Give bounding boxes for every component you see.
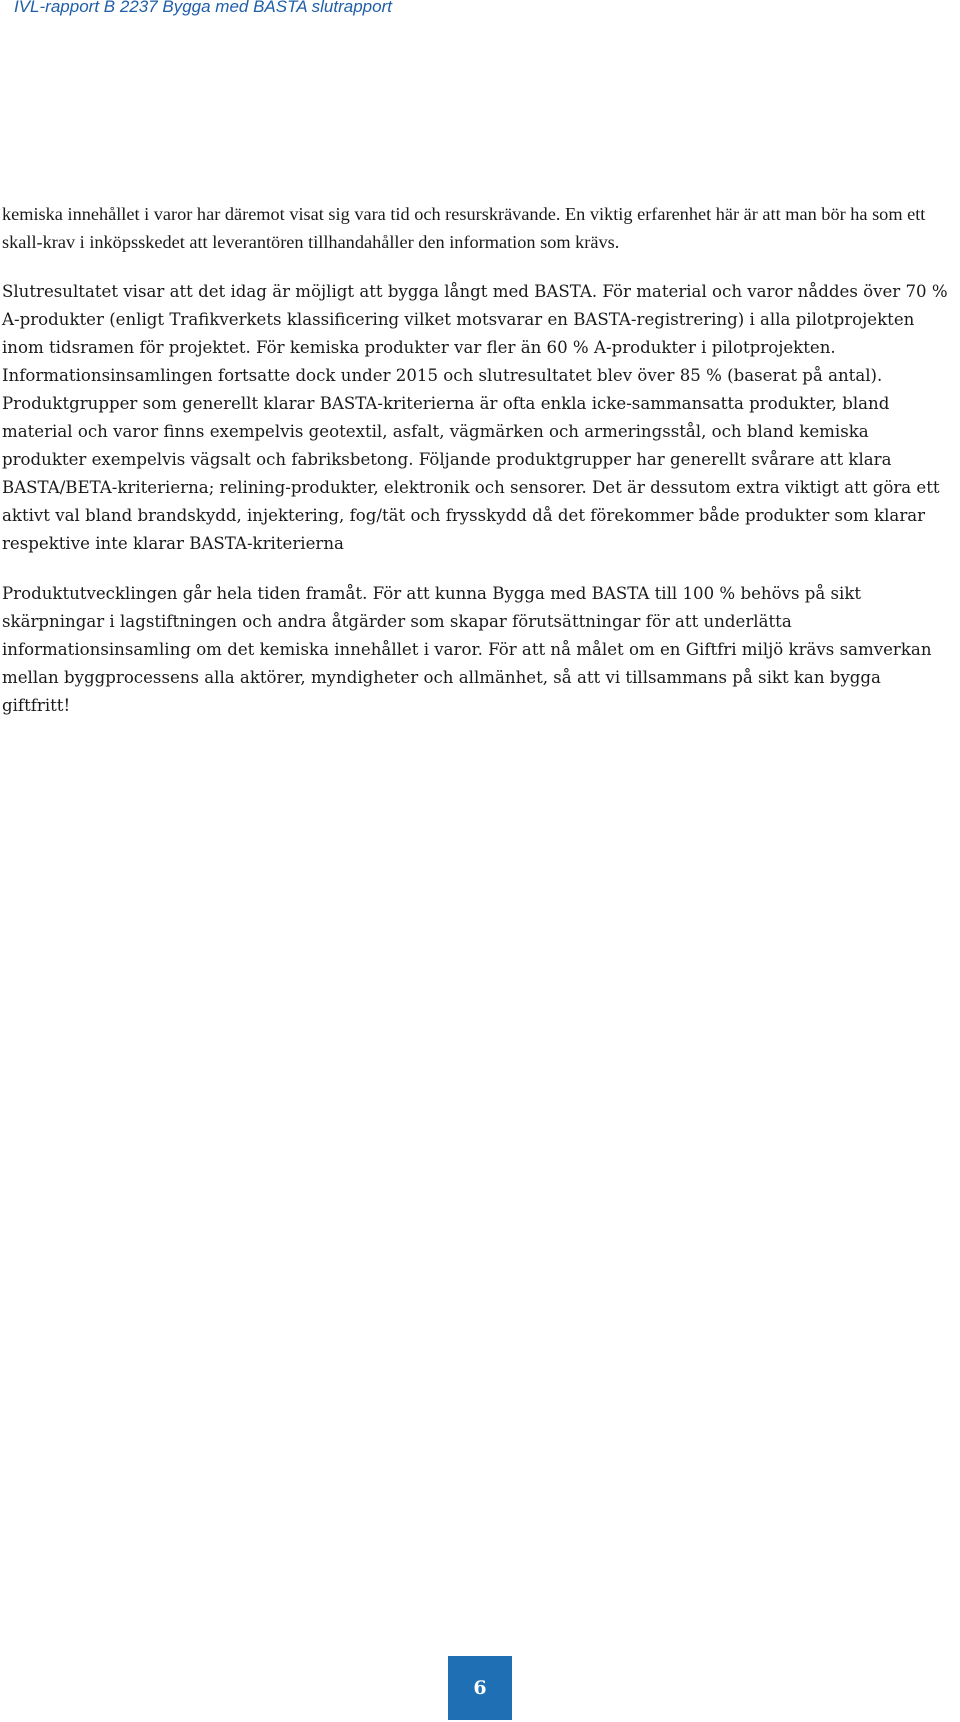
paragraph-spacer xyxy=(2,558,952,580)
paragraph-1: kemiska innehållet i varor har däremot visat sig vara tid och resurskrävande. En viktig erfarenhet här är att man bör ha som ett skall-krav i inköpsskedet att leverantören tillhandahåller den information som krävs. xyxy=(2,204,926,252)
page-number-badge: 6 xyxy=(448,1656,512,1720)
running-header: IVL-rapport B 2237 Bygga med BASTA slutrapport xyxy=(14,0,392,16)
paragraph-2: Slutresultatet visar att det idag är möjligt att bygga långt med BASTA. För material och varor nåddes över 70 % A-produkter (enligt Trafikverkets klassificering vilket motsvarar en BASTA-registrering) i alla pilotprojekten inom tidsramen för projektet. För kemiska produkter var fler än 60 % A-produkter i pilotprojekten. Informationsinsamlingen fortsatte dock under 2015 och slutresultatet blev över 85 % (baserat på antal). Produktgrupper som generellt klarar BASTA-kriterierna är ofta enkla icke-sammansatta produkter, bland material och varor finns exempelvis geotextil, asfalt, vägmärken och armeringsstål, och bland kemiska produkter exempelvis vägsalt och fabriksbetong. Följande produktgrupper har generellt svårare att klara BASTA/BETA-kriterierna; relining-produkter, elektronik och sensorer. Det är dessutom extra viktigt att göra ett aktivt val bland brandskydd, injektering, fog/tät och frysskydd då det förekommer både produkter som klarar respektive inte klarar BASTA-kriterierna xyxy=(2,282,948,553)
paragraph-3: Produktutvecklingen går hela tiden framåt. För att kunna Bygga med BASTA till 100 % behövs på sikt skärpningar i lagstiftningen och andra åtgärder som skapar förutsättningar för att underlätta informationsinsamling om det kemiska innehållet i varor. För att nå målet om en Giftfri miljö krävs samverkan mellan byggprocessens alla aktörer, myndigheter och allmänhet, så att vi tillsammans på sikt kan bygga giftfritt! xyxy=(2,584,932,715)
body-text xyxy=(2,200,952,720)
paragraph-spacer xyxy=(2,256,952,278)
